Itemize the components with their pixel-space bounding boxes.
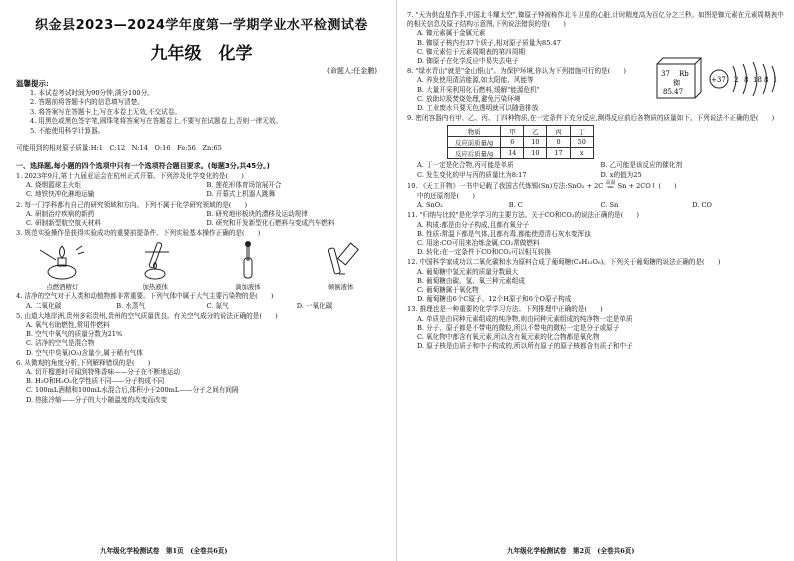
table-header-cell: 丙 bbox=[547, 126, 570, 137]
table-cell: 14 bbox=[501, 148, 524, 159]
question-4-option-a: A. 二氧化碳 bbox=[26, 301, 62, 310]
question-1-option-d: D. 开幕式上机器人跳舞 bbox=[206, 190, 276, 199]
cell-name: 铷 bbox=[673, 79, 680, 87]
question-9-option-a: A. 丁一定是化合物,丙可能是单质 bbox=[417, 161, 514, 170]
question-13-option-b: B. 分子、原子都是不带电的微粒,所以不带电的微粒一定是分子或原子 bbox=[417, 323, 620, 332]
page-footer-2: 九年级化学检测试卷 第2页 (全卷共6页) bbox=[507, 547, 635, 555]
question-10-option-a: A. SnO₂ bbox=[417, 201, 443, 210]
question-4-stem: 4. 洁净的空气对于人类和动植物都非常重要。下列气体中属于大气主要污染物的是( ) bbox=[16, 292, 274, 301]
pouring-liquid-icon bbox=[311, 240, 371, 280]
table-cell: 反应前质量/g bbox=[448, 137, 501, 148]
question-10-equation-right: Sn + 2CO↑ ( ) bbox=[617, 181, 677, 190]
question-8-stem: 8. "绿水青山"就是"金山银山"。为保护环境,你认为下列措施可行的是( ) bbox=[407, 67, 626, 76]
tip-item: 5. 不能使用科学计算器。 bbox=[30, 126, 105, 135]
table-cell: 50 bbox=[570, 137, 593, 148]
question-2-option-a: A. 研制治疗疾病的新药 bbox=[26, 209, 95, 218]
table-row bbox=[448, 148, 594, 159]
tips-heading: 温馨提示: bbox=[16, 79, 49, 88]
lab-caption-b: 加热液体 bbox=[142, 283, 168, 292]
question-6-option-a: A. 切开榴莲时可闻到特殊香味——分子在不断地运动 bbox=[26, 368, 181, 377]
question-4-option-d: D. 一氧化碳 bbox=[296, 301, 333, 310]
question-9-table bbox=[447, 125, 594, 159]
question-1-option-c: C. 地铁快冲化淋地运输 bbox=[26, 190, 95, 199]
table-cell: 10 bbox=[524, 148, 547, 159]
rubidium-figure bbox=[655, 56, 785, 102]
question-4-option-c: C. 氮气 bbox=[206, 301, 229, 310]
lab-caption-c: 滴加液体 bbox=[235, 283, 261, 292]
question-13-option-c: C. 氧化物中都含有氧元素,所以含有氧元素的化合物都是氧化物 bbox=[417, 333, 600, 342]
question-5-option-a: A. 氧气有助燃性,常用作燃料 bbox=[26, 321, 110, 330]
question-2-option-b: B. 研究地形板块的漂移及运动规律 bbox=[206, 209, 308, 218]
exam-page-2 bbox=[397, 0, 794, 561]
question-13-option-d: D. 原子核是由质子和中子构成的,所以所有原子的原子核都含有质子和中子 bbox=[417, 342, 633, 351]
question-11-option-b: B. 性质:常温下都是气体,且都有毒,都能使澄清石灰水变浑浊 bbox=[417, 229, 591, 238]
table-header-row bbox=[448, 126, 594, 137]
lab-figure-c bbox=[208, 240, 288, 280]
question-1-option-a: A. 烧烟篮球主火炬 bbox=[26, 181, 82, 190]
alcohol-lamp-icon bbox=[32, 240, 92, 280]
question-7-option-d: D. 铷原子在化学反应中易失去电子 bbox=[417, 57, 519, 66]
shell-5: 1 bbox=[773, 76, 778, 84]
table-cell: 反应后质量/g bbox=[448, 148, 501, 159]
cell-symbol: Rb bbox=[679, 70, 689, 78]
question-6-option-d: D. 热胀冷缩——分子的大小随温度的改变而改变 bbox=[26, 395, 168, 404]
table-cell: 10 bbox=[524, 137, 547, 148]
table-header-cell: 丁 bbox=[570, 126, 593, 137]
question-5-option-b: B. 空气中氧气的质量分数为21% bbox=[26, 330, 123, 339]
question-7-option-b: B. 铷原子核内有37个质子,相对原子质量为85.47 bbox=[417, 38, 561, 47]
question-10-option-b: B. C bbox=[508, 201, 523, 210]
question-2-option-d: D. 研究和开发新型化石燃料与变成汽车燃料 bbox=[206, 219, 335, 228]
question-10-text: 10. 《天工开物》一书中记载了我国古代炼锡(Sn)方法:SnO₂ + 2C bbox=[407, 181, 604, 190]
table-cell: x bbox=[570, 148, 593, 159]
exam-subtitle: 九年级 化学 bbox=[150, 44, 253, 64]
question-13-stem: 13. 推理也是一种重要的化学学习方法。下列推理中正确的是( ) bbox=[407, 305, 603, 314]
tip-item: 4. 用黑色或黑色签字笔,圆珠笔将答案写在答题卷上,不要写在试题卷上,否则一律无效。 bbox=[30, 117, 283, 126]
table-header-cell: 物质 bbox=[448, 126, 501, 137]
question-7-option-a: A. 铷元素属于金属元素 bbox=[417, 29, 486, 38]
question-6-option-b: B. H₂O和H₂O₂化学性质不同——分子构成不同 bbox=[26, 377, 165, 386]
question-10-stem bbox=[407, 181, 784, 191]
question-13-option-a: A. 单质是由同种元素组成的纯净物,则由同种元素组成的纯净物一定是单质 bbox=[417, 314, 633, 323]
question-7-option-c: C. 铷元素位于元素周期表的第四周期 bbox=[417, 47, 525, 56]
question-12-stem: 12. 中国科学家成功以二氧化碳和水为原料合成了葡萄糖(C₆H₁₂O₆)。下列关于葡萄糖的说法正确的是( ) bbox=[407, 258, 721, 267]
question-9-option-d: D. x的值为25 bbox=[600, 170, 642, 179]
lab-figure-d bbox=[301, 240, 381, 280]
question-2-stem: 2. 每一门学科都有自己的研究领域和方向。下列不属于化学研究领域的是( ) bbox=[16, 200, 248, 209]
question-12-option-c: C. 葡萄糖属于氧化物 bbox=[417, 286, 479, 295]
exam-author: (命题人:任金鹏) bbox=[327, 67, 377, 75]
question-3-figures bbox=[16, 240, 387, 280]
question-5-option-c: C. 洁净的空气是混合物 bbox=[26, 339, 95, 348]
question-3-stem: 3. 规范实验操作是获得实验成功的重要前提条件。下列实验基本操作正确的是( ) bbox=[16, 229, 261, 238]
question-1-option-b: B. 莲花形体育场馆展开合 bbox=[206, 181, 282, 190]
table-row bbox=[448, 137, 594, 148]
question-12-option-d: D. 葡萄糖由6个C原子、12个H原子和6个O原子构成 bbox=[417, 295, 572, 304]
shell-2: 8 bbox=[744, 76, 749, 84]
tip-item: 3. 将答案写在答题卡上,写在本卷上无效,不交试卷。 bbox=[30, 107, 182, 116]
question-8-option-c: C. 放助垃圾焚烧处理,避免污染环境 bbox=[417, 94, 521, 103]
cell-mass: 85.47 bbox=[663, 88, 684, 96]
question-10-option-d: D. CO bbox=[692, 201, 712, 210]
question-12-option-a: A. 葡萄糖中氢元素的质量分数最大 bbox=[417, 267, 519, 276]
question-8-option-b: B. 大量开采利用化石燃料,缓解"能源危机" bbox=[417, 85, 540, 94]
question-6-stem: 6. 从微观的角度分析,下列解释错误的是( ) bbox=[16, 358, 151, 367]
shell-3: 18 bbox=[753, 76, 762, 84]
reaction-arrow: 高温 ══ bbox=[605, 179, 616, 191]
question-2-option-c: C. 研制新型航空航天材料 bbox=[26, 219, 101, 228]
table-cell: 17 bbox=[547, 148, 570, 159]
question-11-option-a: A. 构成:都是由分子构成,且都有氧分子 bbox=[417, 220, 530, 229]
question-9-stem: 9. 密闭容器内有甲、乙、丙、丁四种物质,在一定条件下充分反应,测得反应前后各物质的质量如下。下列说法不正确的是( ) bbox=[407, 114, 775, 123]
question-10-option-c: C. Sn bbox=[600, 201, 619, 210]
table-cell: 6 bbox=[501, 137, 524, 148]
question-11-stem: 11. "归纳与比较"是化学学习的主要方法。关于CO和CO₂的说法正确的是( ) bbox=[407, 211, 639, 220]
exam-title: 织金县2023—2024学年度第一学期学业水平检测试卷 bbox=[35, 18, 368, 33]
section-heading: 一、选择题,每小题的四个选项中只有一个选项符合题目要求。(每题3分,共45分。) bbox=[16, 162, 270, 171]
table-cell: 0 bbox=[547, 137, 570, 148]
cell-number: 37 bbox=[661, 70, 670, 78]
shell-4: 8 bbox=[764, 76, 769, 84]
question-11-option-d: D. 转化:在一定条件下CO和CO₂可以相互转换 bbox=[417, 248, 551, 257]
question-8-option-d: D. 工业废水只要无色透明就可以随意排放 bbox=[417, 104, 539, 113]
heating-tube-icon bbox=[125, 240, 185, 280]
tip-item: 2. 答题前将答题卡内的信息填写清楚。 bbox=[30, 98, 144, 107]
lab-caption-a: 点燃酒精灯 bbox=[46, 283, 79, 292]
table-header-cell: 乙 bbox=[524, 126, 547, 137]
nucleus-charge: +37 bbox=[711, 76, 726, 84]
question-8-option-a: A. 养发使用清洁能源,如太阳能、风能等 bbox=[417, 76, 534, 85]
question-12-option-b: B. 葡萄糖由碳、氢、氧三种元素组成 bbox=[417, 276, 525, 285]
question-11-option-c: C. 用途:CO可用来冶炼金属,CO₂常做燃料 bbox=[417, 239, 540, 248]
question-5-option-d: D. 空气中臭氧(O₃)含量少,属于稀有气体 bbox=[26, 348, 143, 357]
question-10-stem-2: 中的还原剂是( ) bbox=[417, 192, 475, 201]
reaction-condition: 高温 bbox=[605, 179, 616, 186]
lab-figure-b bbox=[115, 240, 195, 280]
question-5-stem: 5. 山道大地岸洲,贵州多彩贵州,贵州的空气质量优良。有关空气成分的说法正确的是( ) bbox=[16, 311, 278, 320]
question-6-option-c: C. 100mL酒精和100mL水混合后,体积小于200mL——分子之间有间隔 bbox=[26, 386, 239, 395]
question-1-stem: 1. 2023年9月,第十九届亚运会在杭州正式开幕。下列涉及化学变化的是( ) bbox=[16, 172, 244, 181]
question-4-option-b: B. 水蒸气 bbox=[116, 301, 146, 310]
dropper-icon bbox=[218, 240, 278, 280]
question-7-stem: 7. "天为供盘星作手,中国北斗耀太空",铷原子钟被称作北斗卫星的心脏,计时精度高为百亿分之三秒。如图是铷元素在元素周期表中的相关信息及原子结构示意图,下列说法错误的是( ) bbox=[407, 11, 784, 29]
question-9-option-c: C. 发生变化的甲与丙的质量比为8:17 bbox=[417, 170, 527, 179]
shell-1: 2 bbox=[734, 76, 739, 84]
tip-item: 1. 本试卷考试时间为90分钟,满分100分。 bbox=[30, 89, 154, 97]
table-header-cell: 甲 bbox=[501, 126, 524, 137]
lab-caption-d: 倾倒液体 bbox=[327, 283, 354, 292]
atomic-masses: 可能用到的相对原子质量:H:1 C:12 N:14 O:16 Fe:56 Zn:65 bbox=[16, 144, 222, 153]
page-footer-1: 九年级化学检测试卷 第1页 (全卷共6页) bbox=[100, 547, 228, 555]
lab-figure-a bbox=[22, 240, 102, 280]
question-9-option-b: B. 乙可能是该反应的催化剂 bbox=[600, 161, 683, 170]
